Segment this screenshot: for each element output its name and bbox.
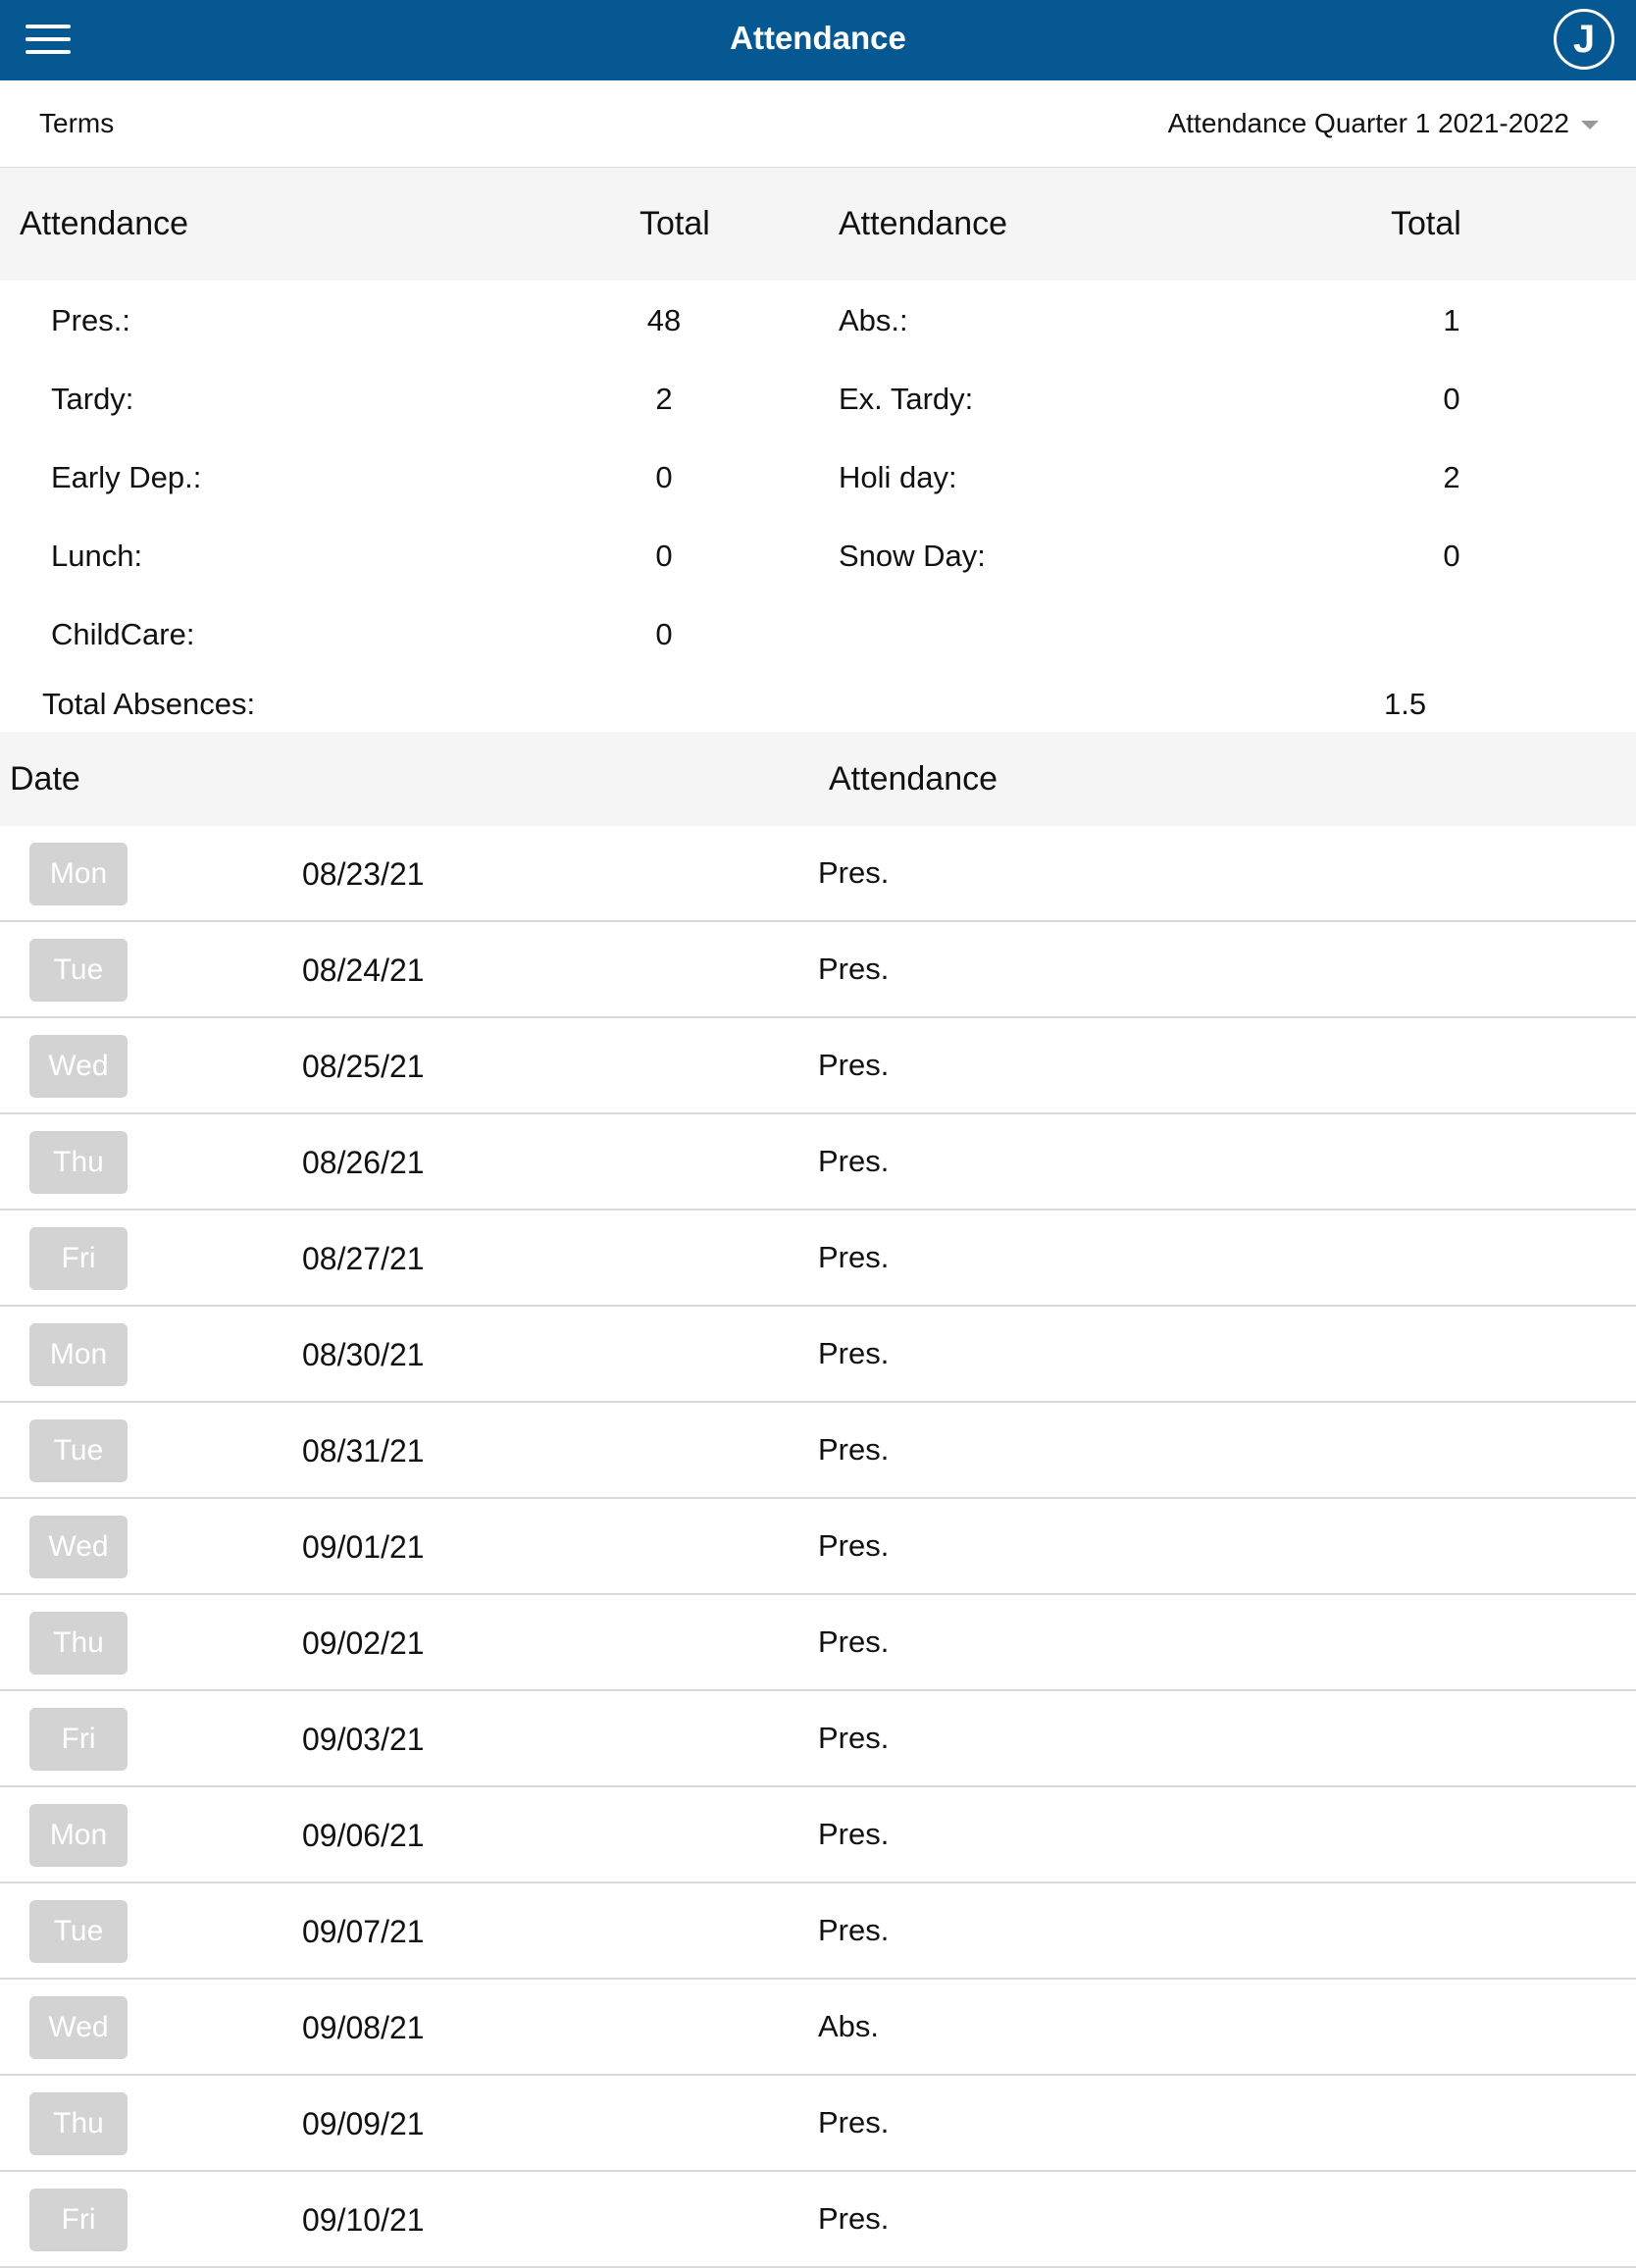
summary-label: Early Dep.: xyxy=(51,460,202,494)
row-status: Pres. xyxy=(818,855,890,890)
row-date: 09/01/21 xyxy=(302,1529,425,1565)
row-date: 09/10/21 xyxy=(302,2202,425,2238)
summary-row xyxy=(0,282,1636,360)
attendance-column-header: Attendance xyxy=(829,760,998,798)
day-badge: Fri xyxy=(29,1708,128,1771)
row-date: 09/03/21 xyxy=(302,1722,425,1757)
day-badge: Thu xyxy=(29,2092,128,2155)
list-item[interactable] xyxy=(0,826,1636,922)
summary-value: 0 xyxy=(655,539,673,573)
list-item[interactable] xyxy=(0,1018,1636,1114)
summary-value: 2 xyxy=(655,382,673,416)
list-item[interactable] xyxy=(0,1980,1636,2076)
list-item[interactable] xyxy=(0,1787,1636,1883)
list-item[interactable] xyxy=(0,1403,1636,1499)
list-item[interactable] xyxy=(0,1211,1636,1307)
row-date: 08/23/21 xyxy=(302,856,425,892)
day-badge: Mon xyxy=(29,1323,128,1386)
row-status: Pres. xyxy=(818,1624,890,1659)
list-item[interactable] xyxy=(0,2172,1636,2268)
summary-row xyxy=(0,360,1636,438)
summary-header xyxy=(0,168,1636,281)
row-date: 08/24/21 xyxy=(302,953,425,988)
avatar[interactable]: J xyxy=(1554,9,1614,70)
day-badge: Fri xyxy=(29,2189,128,2251)
row-date: 08/30/21 xyxy=(302,1337,425,1372)
row-date: 09/09/21 xyxy=(302,2106,425,2141)
list-item[interactable] xyxy=(0,1114,1636,1211)
summary-label: Ex. Tardy: xyxy=(839,382,974,416)
list-item[interactable] xyxy=(0,922,1636,1018)
summary-row xyxy=(0,438,1636,517)
row-status: Pres. xyxy=(818,1528,890,1563)
day-badge: Wed xyxy=(29,1996,128,2059)
row-date: 08/25/21 xyxy=(302,1049,425,1084)
day-badge: Tue xyxy=(29,1900,128,1963)
row-status: Pres. xyxy=(818,2105,890,2139)
summary-label: Lunch: xyxy=(51,539,143,573)
summary-value: 48 xyxy=(646,303,682,337)
day-badge: Fri xyxy=(29,1227,128,1290)
row-date: 09/02/21 xyxy=(302,1625,425,1661)
summary-label: Tardy: xyxy=(51,382,134,416)
row-date: 08/26/21 xyxy=(302,1145,425,1180)
chevron-down-icon xyxy=(1581,121,1599,129)
summary-left-heading: Attendance xyxy=(20,205,189,242)
summary-label: Snow Day: xyxy=(839,539,986,573)
summary-label: Abs.: xyxy=(839,303,908,337)
summary-value: 0 xyxy=(655,617,673,651)
date-column-header: Date xyxy=(10,760,80,798)
total-absences-value: 1.5 xyxy=(1384,687,1427,721)
summary-value: 0 xyxy=(1443,382,1460,416)
top-bar xyxy=(0,0,1636,80)
terms-row xyxy=(0,80,1636,167)
row-date: 08/31/21 xyxy=(302,1433,425,1469)
row-date: 09/07/21 xyxy=(302,1914,425,1949)
terms-dropdown[interactable] xyxy=(1168,108,1599,139)
day-badge: Thu xyxy=(29,1131,128,1194)
day-badge: Mon xyxy=(29,843,128,905)
row-status: Pres. xyxy=(818,1240,890,1274)
summary-value: 0 xyxy=(1443,539,1460,573)
list-header xyxy=(0,732,1636,826)
row-status: Abs. xyxy=(818,2009,880,2043)
list-item[interactable] xyxy=(0,1691,1636,1787)
row-date: 09/06/21 xyxy=(302,1818,425,1853)
row-status: Pres. xyxy=(818,1913,890,1947)
summary-label: Holi day: xyxy=(839,460,957,494)
row-status: Pres. xyxy=(818,1144,890,1178)
list-item[interactable] xyxy=(0,1883,1636,1980)
list-item[interactable] xyxy=(0,1595,1636,1691)
total-absences-label: Total Absences: xyxy=(42,687,256,721)
row-status: Pres. xyxy=(818,1048,890,1082)
row-date: 08/27/21 xyxy=(302,1241,425,1276)
list-item[interactable] xyxy=(0,1499,1636,1595)
summary-value: 2 xyxy=(1443,460,1460,494)
day-badge: Wed xyxy=(29,1035,128,1098)
total-absences-row xyxy=(0,677,1636,732)
day-badge: Wed xyxy=(29,1516,128,1578)
summary-right-total-heading: Total xyxy=(1391,205,1461,242)
terms-label: Terms xyxy=(39,108,115,138)
row-status: Pres. xyxy=(818,1432,890,1467)
summary-row xyxy=(0,595,1636,674)
day-badge: Tue xyxy=(29,1419,128,1482)
summary-value: 1 xyxy=(1443,303,1460,337)
row-date: 09/08/21 xyxy=(302,2010,425,2045)
day-badge: Mon xyxy=(29,1804,128,1867)
summary-value: 0 xyxy=(655,460,673,494)
summary-row xyxy=(0,517,1636,595)
page-title: Attendance xyxy=(730,20,906,56)
row-status: Pres. xyxy=(818,1817,890,1851)
summary-label: ChildCare: xyxy=(51,617,195,651)
list-item[interactable] xyxy=(0,1307,1636,1403)
list-item[interactable] xyxy=(0,2076,1636,2172)
terms-selected-value: Attendance Quarter 1 2021-2022 xyxy=(1167,108,1569,138)
summary-left-total-heading: Total xyxy=(639,205,710,242)
day-badge: Thu xyxy=(29,1612,128,1675)
day-badge: Tue xyxy=(29,939,128,1002)
row-status: Pres. xyxy=(818,952,890,986)
row-status: Pres. xyxy=(818,1721,890,1755)
summary-right-heading: Attendance xyxy=(839,205,1008,242)
summary-label: Pres.: xyxy=(51,303,130,337)
row-status: Pres. xyxy=(818,1336,890,1370)
row-status: Pres. xyxy=(818,2201,890,2236)
